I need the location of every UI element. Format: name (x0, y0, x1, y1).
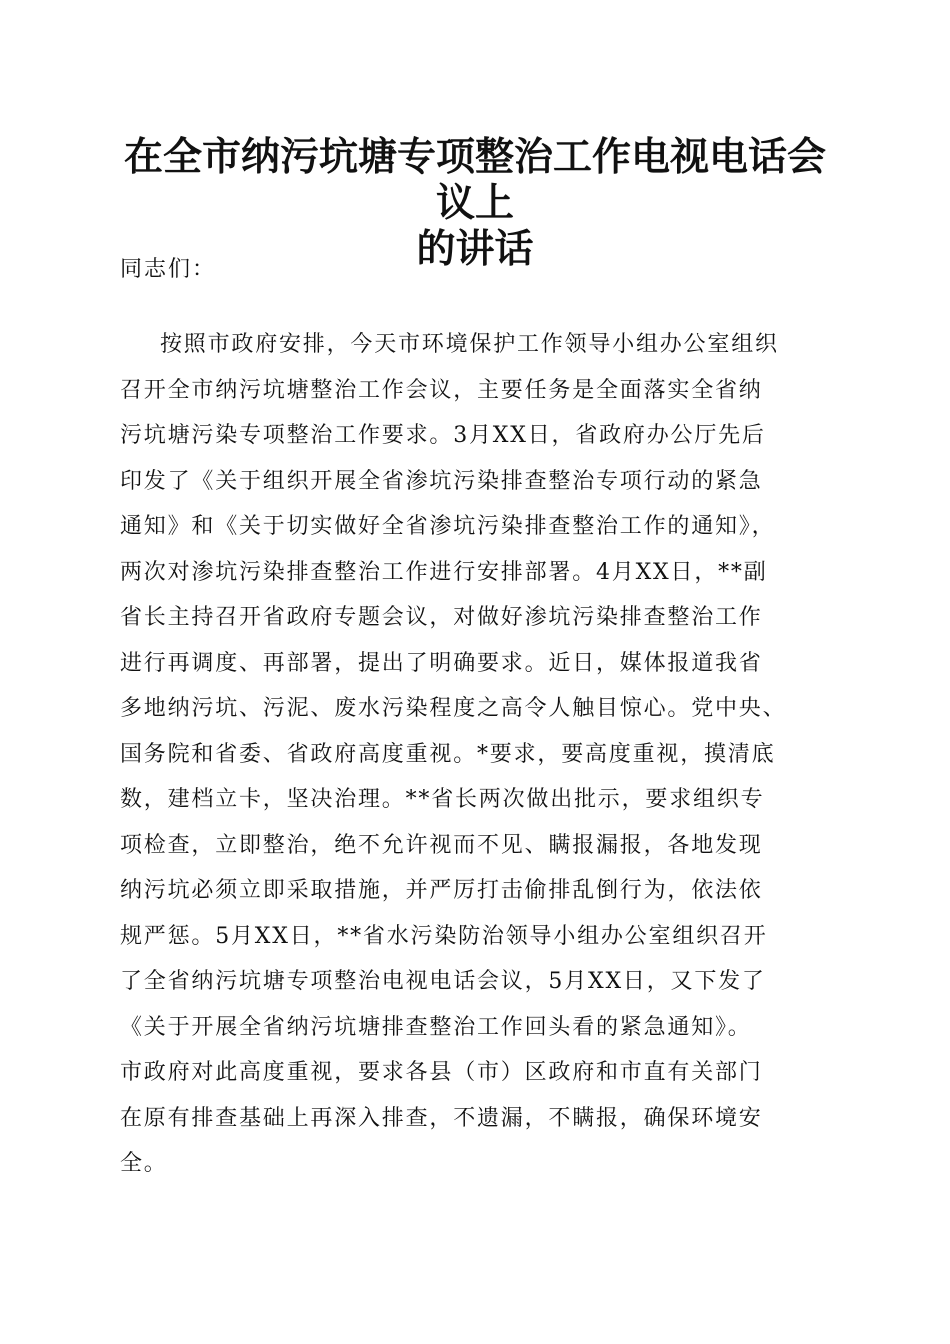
paragraph-line: 了全省纳污坑塘专项整治电视电话会议，5月XX日，又下发了 (120, 969, 766, 994)
paragraph-line: 国务院和省委、省政府高度重视。*要求，要高度重视，摸清底 (120, 741, 776, 767)
body-paragraph (120, 322, 840, 1187)
paragraph-line: 数，建档立卡，坚决治理。**省长两次做出批示，要求组织专 (120, 787, 765, 812)
paragraph-line: 进行再调度、再部署，提出了明确要求。近日，媒体报道我省 (120, 650, 763, 676)
paragraph-line: 多地纳污坑、污泥、废水污染程度之高令人触目惊心。党中央、 (120, 696, 787, 721)
paragraph-line: 污坑塘污染专项整治工作要求。3月XX日，省政府办公厅先后 (120, 423, 766, 448)
salutation: 同志们： (120, 257, 217, 282)
paragraph-line: 通知》和《关于切实做好全省渗坑污染排查整治工作的通知》， (120, 514, 776, 539)
paragraph-line: 按照市政府安排，今天市环境保护工作领导小组办公室组织 (160, 332, 779, 357)
document-title (110, 134, 840, 272)
paragraph-line: 在原有排查基础上再深入排查，不遗漏，不瞒报，确保环境安 (120, 1105, 763, 1131)
paragraph-line: 召开全市纳污坑塘整治工作会议，主要任务是全面落实全省纳 (120, 377, 763, 403)
paragraph-line: 两次对渗坑污染排查整治工作进行安排部署。4月XX日，**副 (120, 559, 768, 585)
paragraph-line: 全。 (120, 1151, 168, 1176)
paragraph-line: 印发了《关于组织开展全省渗坑污染排查整治专项行动的紧急 (120, 468, 763, 494)
paragraph-line: 《关于开展全省纳污坑塘排查整治工作回头看的紧急通知》。 (120, 1014, 752, 1040)
paragraph-line: 省长主持召开省政府专题会议，对做好渗坑污染排查整治工作 (120, 605, 763, 630)
paragraph-line: 市政府对此高度重视，要求各县（市）区政府和市直有关部门 (120, 1060, 763, 1085)
paragraph-line: 项检查，立即整治，绝不允许视而不见、瞒报漏报，各地发现 (120, 832, 763, 858)
paragraph-line: 规严惩。5月XX日，**省水污染防治领导小组办公室组织召开 (120, 923, 768, 949)
title-line: 的讲话 (416, 226, 534, 272)
title-line: 在全市纳污坑塘专项整治工作电视电话会议上 (123, 134, 826, 226)
paragraph-line: 纳污坑必须立即采取措施，并严厉打击偷排乱倒行为，依法依 (120, 878, 763, 903)
